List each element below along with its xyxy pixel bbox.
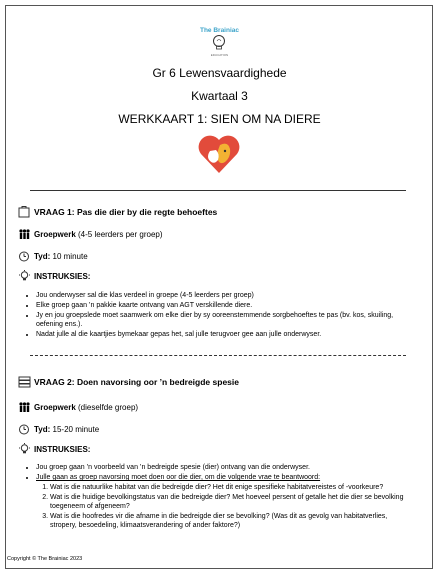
q2-time-label: Tyd:	[34, 424, 51, 434]
list-item: • Jou onderwyser sal die klas verdeel in groepe (4-5 leerders per groep)	[36, 291, 408, 300]
list-item	[36, 473, 408, 530]
q2-time-value: 15-20 minute	[50, 424, 100, 434]
title-subject: Gr 6 Lewensvaardighede	[152, 66, 287, 80]
q2-group-detail: (dieselfde groep)	[75, 402, 139, 412]
heart-pet-icon	[196, 131, 242, 175]
lightbulb-icon	[211, 34, 227, 52]
title-worksheet: WERKKAART 1: SIEN OM NA DIERE	[118, 112, 321, 126]
q1-group-detail: (4-5 leerders per groep)	[75, 229, 163, 239]
q1-instructions-heading	[18, 270, 90, 282]
list-item: • Elke groep gaan ’n pakkie kaarte ontvang van AGT verskillende diere.	[36, 301, 408, 310]
timer-icon	[18, 250, 31, 262]
q2-instruction-list	[24, 463, 408, 531]
q2-title: VRAAG 2: Doen navorsing oor ’n bedreigde spesie	[34, 377, 239, 387]
list-item: • Jy en jou groepslede moet saamwerk om elke dier by sy ooreenstemmende sorgbehoeftes te pas (bv. kos, skuiling, oefening ens.).	[36, 311, 408, 329]
title-term: Kwartaal 3	[191, 89, 248, 103]
lightbulb-icon	[18, 443, 31, 455]
q1-heading	[18, 206, 217, 218]
q1-title: VRAAG 1: Pas die dier by die regte behoeftes	[34, 207, 218, 217]
q1-group	[18, 228, 163, 240]
q1-time-value: 10 minute	[50, 251, 88, 261]
q2-heading	[18, 376, 239, 388]
q2-instructions-heading	[18, 443, 90, 455]
brand-tagline: EDUCATION	[210, 53, 229, 57]
q2-instructions-label: INSTRUKSIES:	[34, 444, 91, 454]
divider	[30, 190, 406, 191]
q1-time	[18, 250, 88, 262]
books-icon	[18, 376, 31, 388]
group-icon	[18, 401, 31, 413]
q1-group-label: Groepwerk	[34, 229, 76, 239]
list-item: • Nadat julle al die kaartjies bymekaar gepas het, sal julle terugvoer gee aan julle onderwyser.	[36, 330, 408, 339]
q1-time-label: Tyd:	[34, 251, 51, 261]
q2-group-label: Groepwerk	[34, 402, 76, 412]
q1-instruction-list	[24, 291, 408, 340]
group-icon	[18, 228, 31, 240]
lightbulb-icon	[18, 270, 31, 282]
q1-instructions-label: INSTRUKSIES:	[34, 271, 91, 281]
brand-name: The Brainiac	[199, 27, 239, 34]
q2-group	[18, 401, 138, 413]
timer-icon	[18, 423, 31, 435]
puzzle-icon	[18, 206, 31, 218]
list-item: 1. Wat is die natuurlike habitat van die bedreigde dier? Het dit enige spesifieke habitatvereistes of -voorkeure?	[50, 483, 408, 492]
q2-time	[18, 423, 99, 435]
q2-question-list	[36, 483, 408, 530]
list-item: • Jou groep gaan ’n voorbeeld van ’n bedreigde spesie (dier) ontvang van die onderwyser.	[36, 463, 408, 472]
dashed-divider	[30, 355, 406, 356]
q2-research-instruction: Julle gaan as groep navorsing moet doen oor die dier, om die volgende vrae te beantwoord:	[36, 474, 321, 481]
list-item: 3. Wat is die hoofredes vir die afname in die bedreigde dier se bevolking? (Was dit as gevolg van habitatverlies, stropery, besoedeling, klimaatsverandering of ander faktore?)	[50, 512, 408, 530]
copyright: Copyright © The Brainiac 2023	[7, 556, 83, 562]
list-item: 2. Wat is die huidige bevolkingstatus van die bedreigde dier? Met hoeveel persent of getalle het die dier se bevolking toegeneem of afgeneem?	[50, 493, 408, 511]
